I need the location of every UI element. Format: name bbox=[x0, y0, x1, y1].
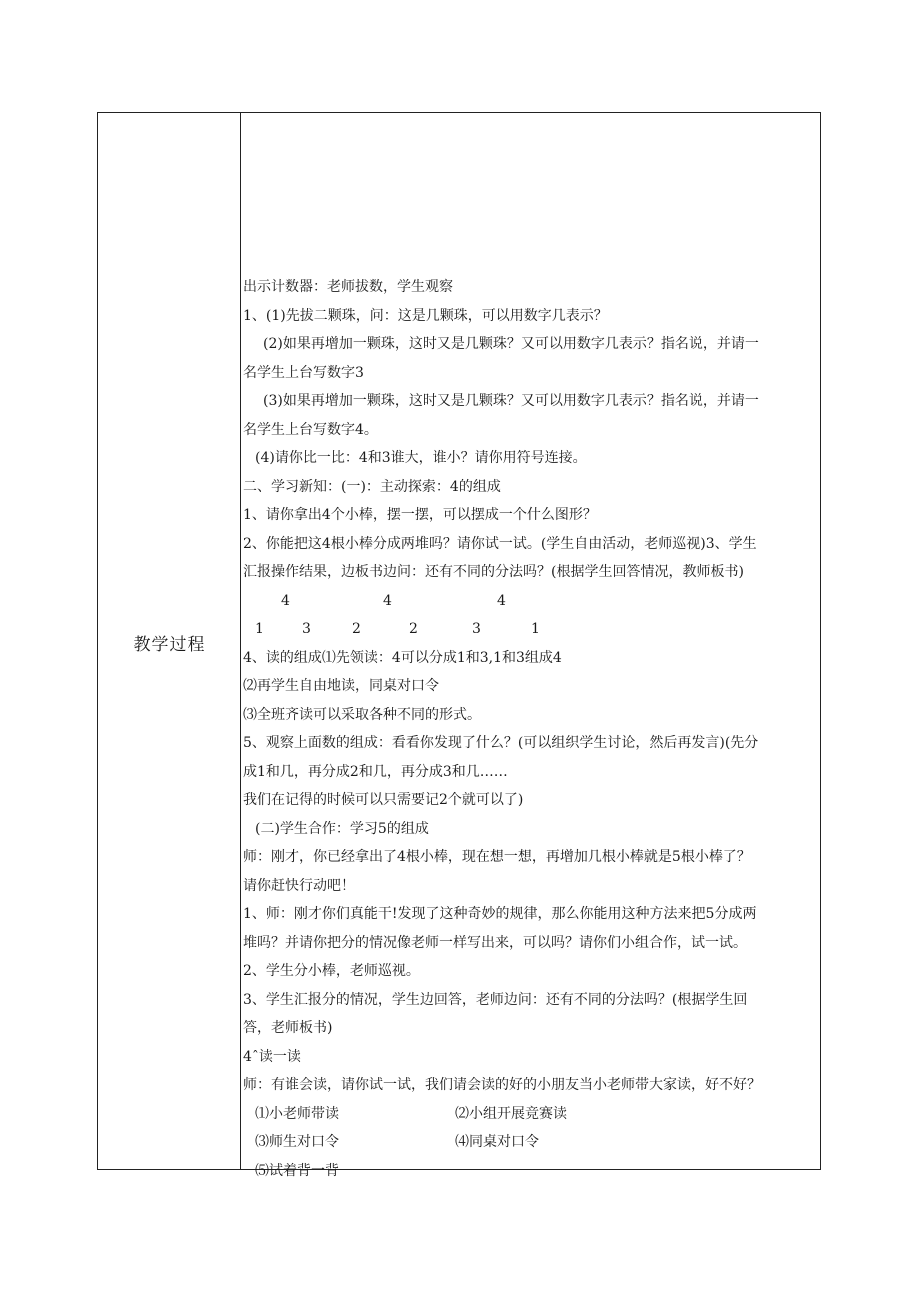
text-line: 1、请你拿出4个小棒，摆一摆，可以摆成一个什么图形？ bbox=[243, 507, 597, 523]
text-line: 1、(1)先拔二颗珠，问：这是几颗珠，可以用数字几表示？ bbox=[243, 307, 608, 324]
text-line: 成1和几，再分成2和几，再分成3和几…… bbox=[243, 763, 508, 780]
text-line: 汇报操作结果，边板书边问：还有不同的分法吗？(根据学生回答情况，教师板书) bbox=[243, 564, 744, 580]
text-line: (二)学生合作：学习5的组成 bbox=[255, 820, 429, 837]
text-line: ⑵再学生自由地读，同桌对口令 bbox=[243, 678, 439, 694]
text-line: 2、学生分小棒，老师巡视。 bbox=[243, 963, 420, 979]
reading-row bbox=[243, 1128, 815, 1157]
text-line: ⑶全班齐读可以采取各种不同的形式。 bbox=[243, 706, 481, 723]
text-line: 名学生上台写数字4。 bbox=[243, 421, 378, 438]
text-line: 出示计数器：老师拔数，学生观察 bbox=[243, 279, 453, 295]
text-line: 2、你能把这4根小棒分成两堆吗？请你试一试。(学生自由活动，老师巡视)3、学生 bbox=[243, 535, 757, 552]
text-line: (2)如果再增加一颗珠，这时又是几颗珠？又可以用数字几表示？指名说，并请一 bbox=[263, 336, 759, 352]
reading-item: ⑶师生对口令 bbox=[255, 1134, 339, 1150]
reading-item: ⑷同桌对口令 bbox=[455, 1134, 539, 1150]
text-line: 答，老师板书) bbox=[243, 1020, 333, 1036]
lesson-table bbox=[97, 112, 821, 1179]
composition-number: 3 bbox=[472, 621, 481, 637]
text-line: 二、学习新知：(一)：主动探索：4的组成 bbox=[243, 478, 501, 495]
composition-number: 4 bbox=[383, 592, 392, 609]
text-line: 3、学生汇报分的情况，学生边回答，老师边问：还有不同的分法吗？(根据学生回 bbox=[243, 991, 748, 1008]
text-line: 4ˆ读一读 bbox=[243, 1048, 301, 1065]
composition-top-row bbox=[243, 587, 815, 616]
text-line: (3)如果再增加一颗珠，这时又是几颗珠？又可以用数字几表示？指名说，并请一 bbox=[263, 393, 759, 409]
text-line: 我们在记得的时候可以只需要记2个就可以了) bbox=[243, 792, 524, 808]
section-label: 教学过程 bbox=[133, 635, 206, 655]
composition-number: 4 bbox=[497, 592, 506, 609]
reading-item: ⑵小组开展竞赛读 bbox=[455, 1105, 567, 1122]
text-line: (4)请你比一比：4和3谁大，谁小？请你用符号连接。 bbox=[255, 450, 587, 466]
composition-number: 3 bbox=[302, 621, 311, 637]
text-line: 名学生上台写数字3 bbox=[243, 364, 364, 381]
text-line: 请你赶快行动吧！ bbox=[243, 877, 355, 894]
reading-row bbox=[243, 1100, 815, 1129]
text-line: 堆吗？并请你把分的情况像老师一样写出来，可以吗？请你们小组合作，试一试。 bbox=[243, 934, 747, 951]
composition-number: 1 bbox=[531, 621, 540, 637]
text-line: 4、读的组成⑴先领读：4可以分成1和3,1和3组成4 bbox=[243, 649, 562, 666]
text-line: 师：刚才，你已经拿出了4根小棒，现在想一想，再增加几根小棒就是5根小棒了？ bbox=[243, 849, 751, 865]
reading-row bbox=[243, 1157, 815, 1186]
text-line: 1、师：刚才你们真能干!发现了这种奇妙的规律，那么你能用这种方法来把5分成两 bbox=[243, 906, 757, 922]
text-line: 5、观察上面数的组成：看看你发现了什么？(可以组织学生讨论，然后再发言)(先分 bbox=[243, 735, 759, 751]
reading-item: ⑴小老师带读 bbox=[255, 1105, 339, 1122]
section-label-cell bbox=[98, 113, 241, 1169]
reading-item: ⑸试着背一背 bbox=[255, 1162, 339, 1179]
composition-number: 2 bbox=[409, 621, 418, 637]
composition-number: 2 bbox=[352, 621, 361, 637]
composition-number: 1 bbox=[255, 621, 264, 637]
lesson-content bbox=[243, 273, 815, 1185]
text-line: 师：有谁会读，请你试一试，我们请会读的好的小朋友当小老师带大家读，好不好？ bbox=[243, 1077, 761, 1093]
composition-bottom-row bbox=[243, 615, 815, 644]
composition-number: 4 bbox=[281, 592, 290, 609]
